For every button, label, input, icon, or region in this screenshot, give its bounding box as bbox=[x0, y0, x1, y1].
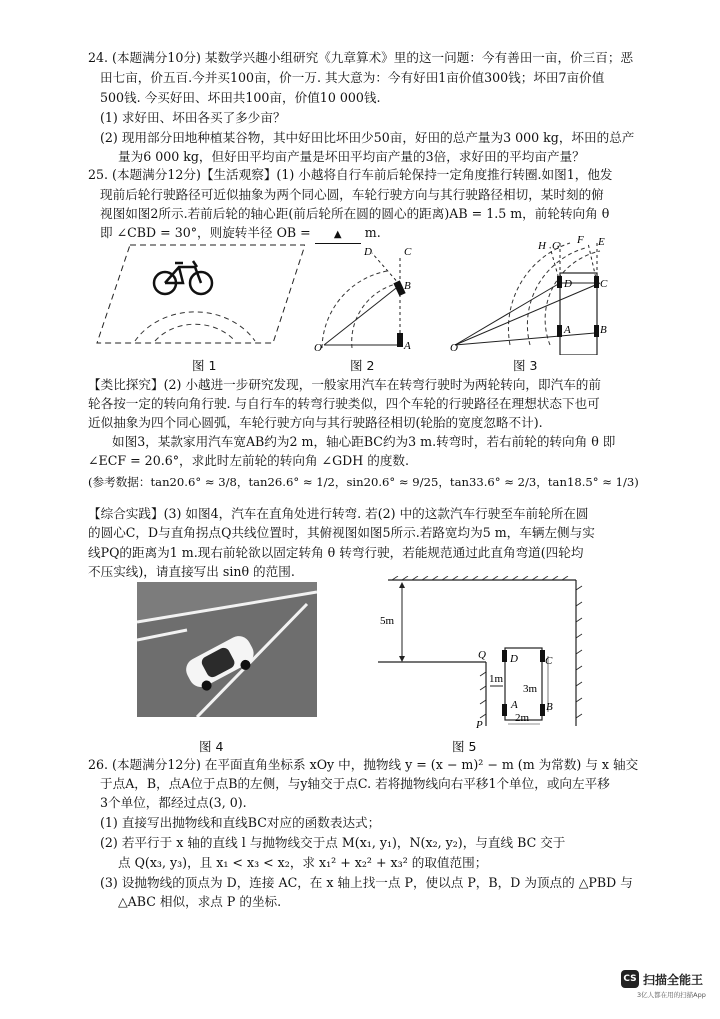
q25-line: 视图如图2所示.若前后轮的轴心距(前后轮所在圆的圆心的距离)AB = 1.5 m，前轮转向角 θ bbox=[100, 206, 610, 221]
q25-line: 现前后轮行驶路径可近似抽象为两个同心圆，车轮行驶方向与其行驶路径相切，某时刻的俯 bbox=[100, 187, 604, 202]
label-B: B bbox=[600, 324, 607, 336]
q25-part2-line: 【类比探究】(2) 小越进一步研究发现，一般家用汽车在转弯行驶时为两轮转向，即汽车的前 bbox=[88, 377, 601, 392]
q25-part2-line: 如图3，某款家用汽车宽AB约为2 m，轴心距BC约为3 m.转弯时，若右前轮的转向角 θ 即 bbox=[112, 434, 616, 449]
figure-5-caption: 图 5 bbox=[452, 739, 477, 754]
label-F: F bbox=[577, 234, 584, 246]
q25-part3-line: 【综合实践】(3) 如图4，汽车在直角处进行转弯. 若(2) 中的这款汽车行驶至车前轮所在圆 bbox=[88, 506, 589, 521]
q25-line: 25. (本题满分12分)【生活观察】(1) 小越将自行车前后轮保持一定角度推行转圈.如图1，他发 bbox=[88, 167, 613, 182]
label-H: H bbox=[538, 240, 546, 252]
answer-blank bbox=[315, 225, 361, 244]
q24-line: 量为6 000 kg，但好田平均亩产量是坏田平均亩产量的3倍，求好田的平均亩产量？ bbox=[118, 149, 585, 164]
label-D: D bbox=[564, 278, 572, 290]
figure-3-caption: 图 3 bbox=[513, 358, 538, 373]
figure-1 bbox=[95, 243, 305, 355]
watermark-subtext: 3亿人都在用的扫描App bbox=[637, 991, 706, 999]
q25-part2-line: 近似抽象为四个同心圆弧，车轮行驶方向与其行驶路径相切(轮胎的宽度忽略不计). bbox=[88, 415, 543, 430]
label-A: A bbox=[404, 340, 411, 352]
label-A: A bbox=[564, 324, 571, 336]
label-5m: 5m bbox=[380, 615, 395, 627]
label-Q: Q bbox=[478, 649, 486, 661]
q25-line bbox=[100, 225, 381, 244]
triangle-marker: ▲ bbox=[333, 229, 342, 240]
q24-line: 24. (本题满分10分) 某数学兴趣小组研究《九章算术》里的这一问题：今有善田一亩，价三百；恶 bbox=[88, 50, 634, 65]
q25-part2-line: ∠ECF = 20.6°，求此时左前轮的转向角 ∠GDH 的度数. bbox=[88, 453, 410, 468]
label-3m: 3m bbox=[523, 683, 538, 695]
figure-2 bbox=[312, 243, 432, 355]
label-G: G bbox=[552, 240, 560, 252]
q24-line: 田七亩，价五百.今并买100亩，价一万. 其大意为：今有好田1亩价值300钱；坏田7亩价值 bbox=[100, 70, 605, 85]
q26-line: △ABC 相似，求点 P 的坐标. bbox=[118, 894, 282, 909]
q25-part2-line: 轮各按一定的转向角行驶. 与自行车的转弯行驶类似，四个车轮的行驶路径在理想状态下也可 bbox=[88, 396, 600, 411]
figure-4-photo bbox=[137, 582, 317, 717]
figure-3 bbox=[450, 233, 625, 355]
bicycle-icon bbox=[154, 261, 212, 294]
figure-4-caption: 图 4 bbox=[199, 739, 224, 754]
q24-line: (2) 现用部分田地种植某谷物，其中好田比坏田少50亩，好田的总产量为3 000 kg，坏田的总产 bbox=[100, 130, 635, 145]
watermark-text: 扫描全能王 bbox=[643, 972, 704, 987]
q25-part3-line: 线PQ的距离为1 m.现右前轮欲以固定转角 θ 转弯行驶，若能规范通过此直角弯道(四轮均 bbox=[88, 545, 584, 560]
q26-line: 点 Q(x₃, y₃)，且 x₁ < x₃ < x₂，求 x₁² + x₂² + x₃² 的取值范围； bbox=[118, 855, 488, 870]
label-A: A bbox=[511, 699, 518, 711]
label-D: D bbox=[364, 246, 372, 258]
q26-line: 于点A，B，点A位于点B的左侧，与y轴交于点C. 若将抛物线向右平移1个单位，或向左平移 bbox=[100, 776, 610, 791]
label-B: B bbox=[404, 280, 411, 292]
label-C: C bbox=[404, 246, 412, 258]
figure-5 bbox=[378, 576, 588, 731]
label-B: B bbox=[546, 701, 553, 713]
q25-part3-line: 不压实线)，请直接写出 sinθ 的范围. bbox=[88, 564, 295, 579]
q26-line: (1) 直接写出抛物线和直线BC对应的函数表达式； bbox=[100, 815, 381, 830]
q25-line4-post: m. bbox=[364, 225, 381, 240]
q26-line: (2) 若平行于 x 轴的直线 l 与抛物线交于点 M(x₁, y₁)，N(x₂, y₂)，与直线 BC 交于 bbox=[100, 835, 566, 850]
q24-line: 500钱. 今买好田、坏田共100亩，价值10 000钱. bbox=[100, 90, 381, 105]
label-D: D bbox=[510, 653, 518, 665]
figure-2-caption: 图 2 bbox=[350, 358, 375, 373]
q24-line: (1) 求好田、坏田各买了多少亩？ bbox=[100, 110, 286, 125]
label-C: C bbox=[600, 278, 608, 290]
label-O: O bbox=[314, 342, 322, 354]
q25-part3-line: 的圆心C，D与直角拐点Q共线位置时，其俯视图如图5所示.若路宽均为5 m，车辆左侧与实 bbox=[88, 525, 595, 540]
q26-line: (3) 设抛物线的顶点为 D，连接 AC，在 x 轴上找一点 P，使以点 P，B，D 为顶点的 △PBD 与 bbox=[100, 875, 633, 890]
label-1m: 1m bbox=[489, 673, 504, 685]
label-C: C bbox=[545, 655, 553, 667]
label-O: O bbox=[450, 342, 458, 354]
q25-line4-pre: 即 ∠CBD = 30°，则旋转半径 OB = bbox=[100, 225, 311, 240]
q26-line: 3个单位，都经过点(3, 0). bbox=[100, 795, 247, 810]
label-E: E bbox=[598, 236, 605, 248]
label-P: P bbox=[476, 719, 483, 731]
camscanner-logo-icon: CS bbox=[621, 970, 639, 988]
label-2m: 2m bbox=[515, 712, 530, 724]
figure-1-caption: 图 1 bbox=[192, 358, 217, 373]
scanner-watermark bbox=[621, 970, 703, 988]
q26-line: 26. (本题满分12分) 在平面直角坐标系 xOy 中，抛物线 y = (x − m)² − m (m 为常数) 与 x 轴交 bbox=[88, 757, 639, 772]
reference-data: (参考数据：tan20.6° ≈ 3/8，tan26.6° ≈ 1/2，sin20.6° ≈ 9/25，tan33.6° ≈ 2/3，tan18.5° ≈ 1/3) bbox=[88, 475, 639, 489]
